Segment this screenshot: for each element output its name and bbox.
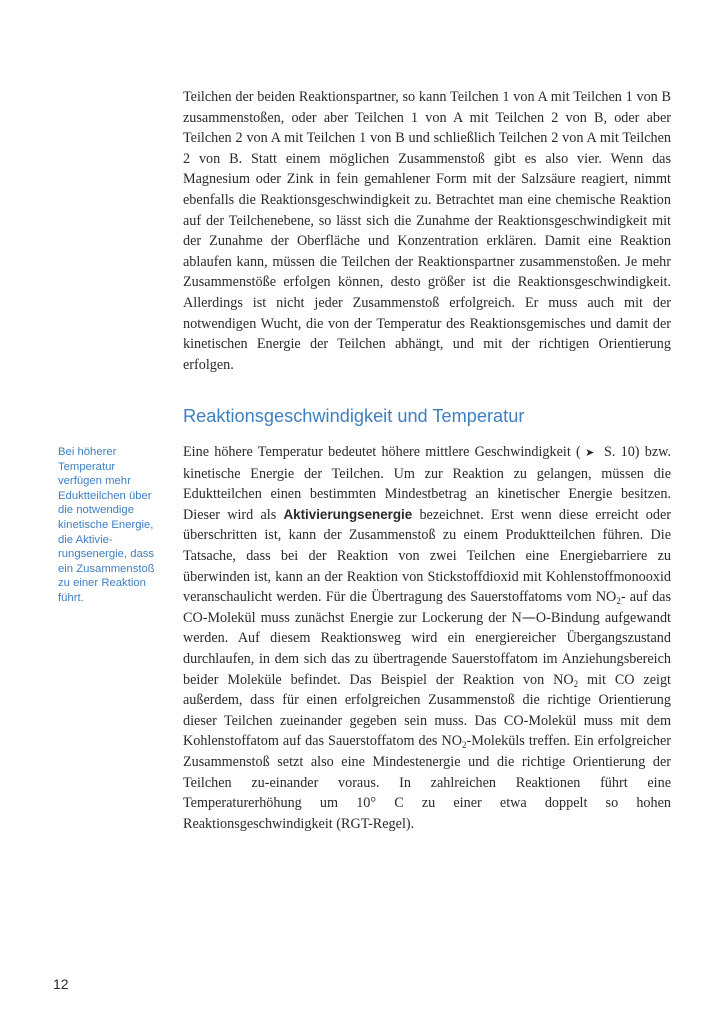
text-run: S. 10) bzw. kinetische Energie der Teilchen. Um zur Reaktion zu gelangen, müssen die Eduktteilchen einen bestimmten Mindestbetrag an kinetischer Energie besitzen. Dieser wird als <box>183 444 671 523</box>
margin-note: Bei höherer Temperatur verfügen mehr Eduktteilchen über die notwendige kinetische Energie, die Aktivierungsenergie, dass ein Zusammenstoß zu einer Reaktion führt. <box>58 446 155 604</box>
subscript: 2 <box>573 678 579 689</box>
paragraph-text <box>183 442 671 834</box>
text-run: -Moleküls treffen. Ein erfolgreicher Zusammenstoß setzt also eine Mindestenergie und die richtige Orientierung der Teilchen zu-einander voraus. In zahlreichen Reaktionen führt eine Temperaturerhöhung um 10° C zu einer etwa doppelt so hohen Reaktionsgeschwindigkeit (RGT-Regel). <box>183 733 672 832</box>
body-paragraph-2 <box>183 442 671 834</box>
text-run: bezeichnet. Erst wenn diese erreicht oder überschritten ist, kann der Zusammenstoß zu einem Produktteilchen führen. Die Tatsache, dass bei der Reaktion von zwei Teilchen eine Energiebarriere zu überwinden ist, kann an der Reaktion von Stickstoffdioxid mit Kohlenstoffmonooxid veranschaulicht werden. Für die Übertragung des Sauerstoffatoms vom NO <box>183 506 672 606</box>
section-heading: Reaktionsgeschwindigkeit und Temperatur <box>183 406 525 426</box>
text-run: mit CO zeigt außerdem, dass für einen erfolgreichen Zusammenstoß die richtige Orientierung dieser Teilchen zueinander gegeben sein muss. Das CO-Molekül muss mit dem Kohlenstoffatom auf das Sauerstoffatom des NO <box>183 671 672 750</box>
text-run: Eine höhere Temperatur bedeutet höhere mittlere Geschwindigkeit ( <box>183 444 581 460</box>
subscript: 2 <box>616 596 621 607</box>
body-paragraph-1 <box>183 87 671 375</box>
subscript: 2 <box>461 740 467 751</box>
key-term: Aktivierungsenergie <box>283 506 413 522</box>
page-number: 12 <box>53 976 69 992</box>
text-run: O-Bindung aufgewandt werden. Auf diesem Reaktionsweg wird ein energiereicher Übergangszustand durchlaufen, in dem sich das zu übertragende Sauerstoffatom im Anziehungsbereich beider Moleküle befindet. Das Beispiel der Reaktion von NO <box>183 609 671 688</box>
text-run: - auf das CO-Molekül muss zunächst Energie zur Lockerung der N <box>183 589 671 626</box>
paragraph-text: Teilchen der beiden Reaktionspartner, so kann Teilchen 1 von A mit Teilchen 1 von B zusammenstoßen, oder aber Teilchen 1 von A mit Teilchen 2 von B, oder aber Teilchen 2 von A mit Teilchen 1 von B und schließlich Teilchen 2 von A mit Teilchen 2 von B. Statt einem möglichen Zusammenstoß gibt es also vier. Wenn das Magnesium oder Zink in fein gemahlener Form mit der Salzsäure reagiert, nimmt ebenfalls die Reaktionsgeschwindigkeit zu. Betrachtet man eine chemische Reaktion auf der Teilchenebene, so lässt sich die Zunahme der Reaktionsgeschwindigkeit mit der Zunahme der Oberfläche und Konzentration erklären. Damit eine Reaktion ablaufen kann, müssen die Teilchen der Reaktionspartner zusammenstoßen. Je mehr Zusammenstöße erfolgen können, desto größer ist die Reaktionsgeschwindigkeit. Allerdings ist nicht jeder Zusammenstoß erfolgreich. Er muss auch mit der notwendigen Wucht, die von der Temperatur des Reaktionsgemisches und damit der kinetischen Energie der Teilchen abhängt, und mit der richtigen Orientierung erfolgen. <box>183 89 671 373</box>
bond-dash: — <box>521 609 536 626</box>
arrow-right-icon: ➤ <box>585 446 595 459</box>
